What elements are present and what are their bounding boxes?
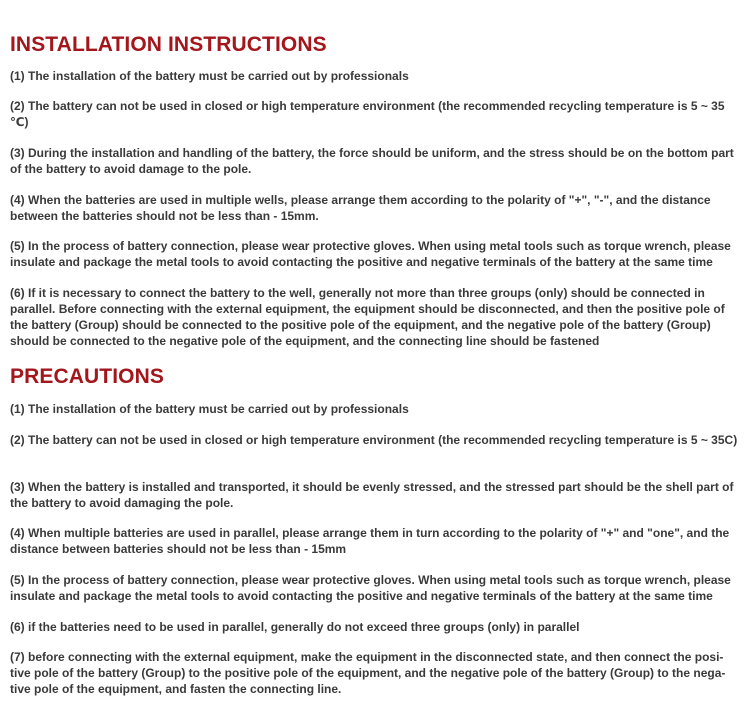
precautions-item-5: (5) In the process of battery connection, please wear protective gloves. When using metal tools such as torque wrench, please insulate and package the metal tools to avoid contacting the positive and negative terminals of the battery at the same time <box>10 573 731 603</box>
installation-item-4: (4) When the batteries are used in multiple wells, please arrange them according to the polarity of "+", "-", and the distance between the batteries should not be less than - 15mm. <box>10 193 711 223</box>
installation-instructions-heading: INSTALLATION INSTRUCTIONS <box>10 33 327 56</box>
installation-item-6: (6) If it is necessary to connect the battery to the well, generally not more than three groups (only) should be connected in parallel. Before connecting with the external equipment, the equipment should be disconnected, and then the positive pole of the battery (Group) should be connected to the positive pole of the equipment, and the negative pole of the battery (Group) should be connected to the negative pole of the equipment, and the connecting line should be fastened <box>10 286 725 348</box>
precautions-item-1: (1) The installation of the battery must be carried out by professionals <box>10 402 409 416</box>
installation-item-5: (5) In the process of battery connection, please wear protective gloves. When using metal tools such as torque wrench, please insulate and package the metal tools to avoid contacting the positive and negative terminals of the battery at the same time <box>10 239 731 269</box>
precautions-heading: PRECAUTIONS <box>10 365 164 388</box>
installation-item-3: (3) During the installation and handling of the battery, the force should be uniform, and the stress should be on the bottom part of the battery to avoid damage to the pole. <box>10 146 734 176</box>
precautions-item-6: (6) if the batteries need to be used in parallel, generally do not exceed three groups (only) in parallel <box>10 620 580 634</box>
precautions-item-4: (4) When multiple batteries are used in parallel, please arrange them in turn according to the polarity of "+" and "one", and the distance between batteries should not be less than - 15mm <box>10 526 730 556</box>
installation-item-1: (1) The installation of the battery must be carried out by professionals <box>10 69 409 83</box>
precautions-item-2: (2) The battery can not be used in closed or high temperature environment (the recommended recycling temperature is 5 ~ 35C) <box>10 433 738 447</box>
installation-item-2: (2) The battery can not be used in closed or high temperature environment (the recommended recycling temperature is 5 ~ 35 ℃) <box>10 99 725 129</box>
precautions-item-3: (3) When the battery is installed and transported, it should be evenly stressed, and the stressed part should be the shell part of the battery to avoid damaging the pole. <box>10 480 734 510</box>
precautions-item-7: (7) before connecting with the external equipment, make the equipment in the disconnected state, and then connect the posi-tive pole of the battery (Group) to the positive pole of the equipment, and the negative pole of the battery (Group) to the nega-tive pole of the equipment, and fasten the connecting line. <box>10 650 726 696</box>
